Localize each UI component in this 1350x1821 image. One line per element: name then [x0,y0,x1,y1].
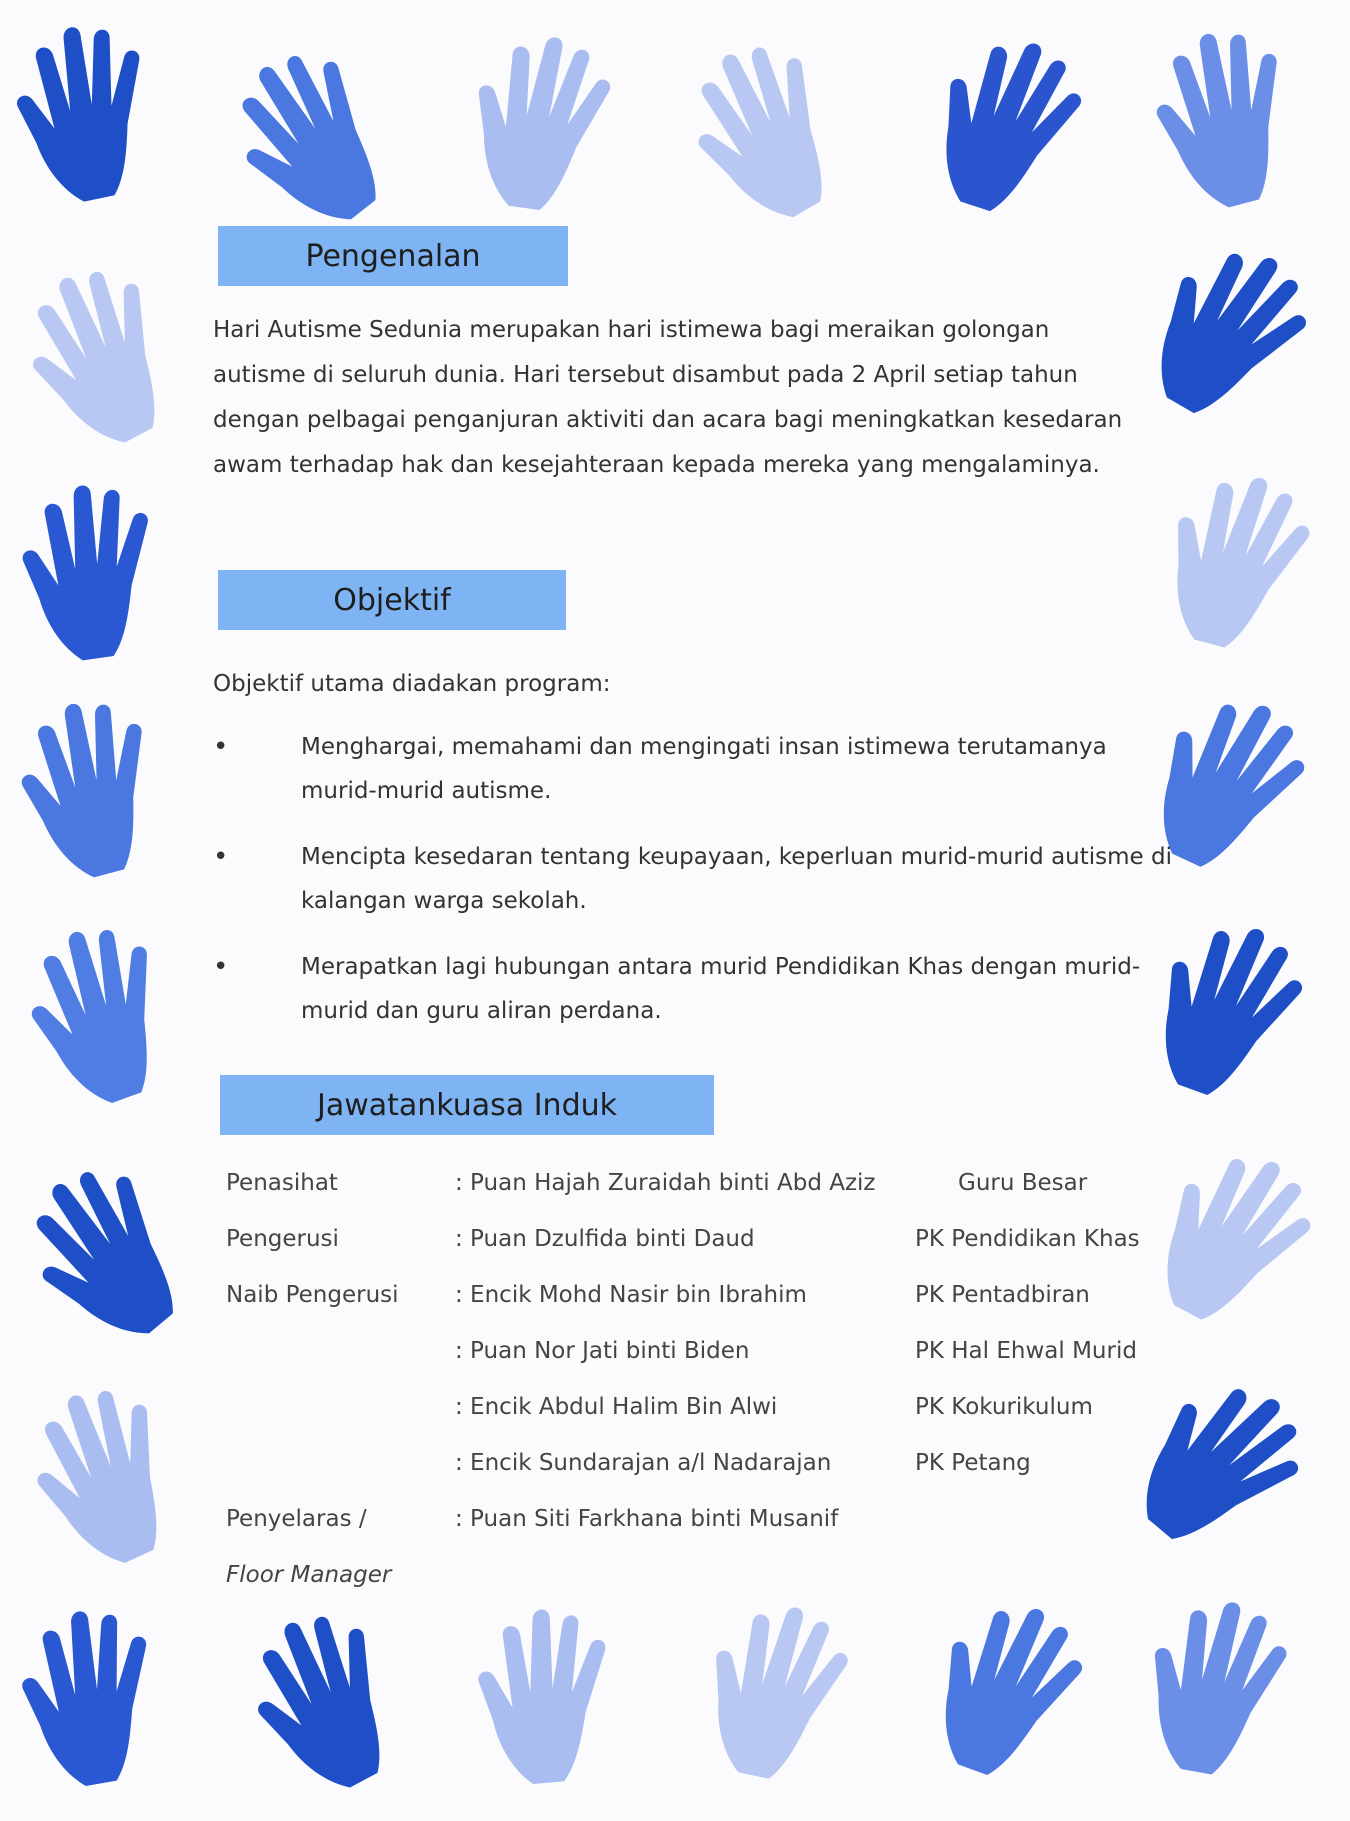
hand-icon [0,670,217,900]
section-title-committee: Jawatankuasa Induk [220,1075,714,1135]
list-item [213,835,1173,925]
bullet-icon: • [213,842,229,872]
hand-icon [3,463,208,676]
committee-role: Naib Pengerusi [226,1282,399,1308]
section-title-intro: Pengenalan [218,226,568,286]
bullet-icon: • [213,952,229,982]
hand-icon [0,1346,242,1594]
hand-icon [1115,213,1350,468]
intro-paragraph: Hari Autisme Sedunia merupakan hari istimewa bagi meraikan golongan autisme di seluruh dunia. Hari tersebut disambut pada 2 April setiap tahun dengan pelbagai penganjuran aktiviti dan acara bagi meningkatkan kesedaran awam terhadap hak dan kesejahteraan kepada mereka yang mengalaminya. [213,317,1123,478]
hand-icon [1128,0,1350,230]
hand-icon [1100,1344,1350,1605]
committee-name: : Puan Nor Jati binti Biden [455,1338,750,1364]
hand-icon [462,1593,658,1798]
bullet-icon: • [213,732,229,762]
hand-icon [903,1575,1137,1815]
objective-text: Menghargai, memahami dan mengingati insan istimewa terutamanya murid-murid autisme. [301,734,1107,804]
hand-icon [1121,1119,1350,1371]
committee-position: PK Kokurikulum [915,1394,1093,1420]
section-title-objective: Objektif [218,570,566,630]
hand-icon [1138,450,1350,680]
hand-icon [682,1583,898,1806]
committee-position: PK Pendidikan Khas [915,1226,1140,1252]
hand-icon [0,224,239,476]
committee-name: : Puan Siti Farkhana binti Musanif [455,1506,839,1532]
committee-name: : Puan Dzulfida binti Daud [455,1226,755,1252]
hand-icon [0,0,208,222]
committee-role: Penyelaras / [226,1506,367,1532]
objective-text: Merapatkan lagi hubungan antara murid Pendidikan Khas dengan murid-murid dan guru aliran perdana. [301,954,1141,1024]
list-item [213,945,1173,1035]
committee-role: Penasihat [226,1170,338,1196]
committee-name: : Encik Mohd Nasir bin Ibrahim [455,1282,807,1308]
hand-icon [1125,1581,1335,1799]
committee-role: Pengerusi [226,1226,339,1252]
hand-icon [0,890,232,1130]
committee-name: : Encik Sundarajan a/l Nadarajan [455,1450,832,1476]
committee-role-line2: Floor Manager [226,1562,392,1588]
hand-icon [216,1569,464,1821]
hand-icon [905,12,1135,248]
hand-icon [453,18,658,231]
hand-icon [0,1114,250,1375]
hand-icon [0,1586,210,1804]
committee-position: PK Petang [915,1450,1031,1476]
committee-name: : Puan Hajah Zuraidah binti Abd Aziz [455,1170,876,1196]
list-item [213,725,1173,815]
objective-text: Mencipta kesedaran tentang keupayaan, keperluan murid-murid autisme di kalangan warga sekolah. [301,844,1173,914]
hand-icon [655,0,906,252]
committee-position: PK Pentadbiran [915,1282,1090,1308]
hand-icon [196,0,455,260]
committee-position: Guru Besar [958,1170,1088,1196]
objective-lead: Objektif utama diadakan program: [213,671,611,697]
committee-position: PK Hal Ehwal Murid [915,1338,1137,1364]
committee-name: : Encik Abdul Halim Bin Alwi [455,1394,778,1420]
